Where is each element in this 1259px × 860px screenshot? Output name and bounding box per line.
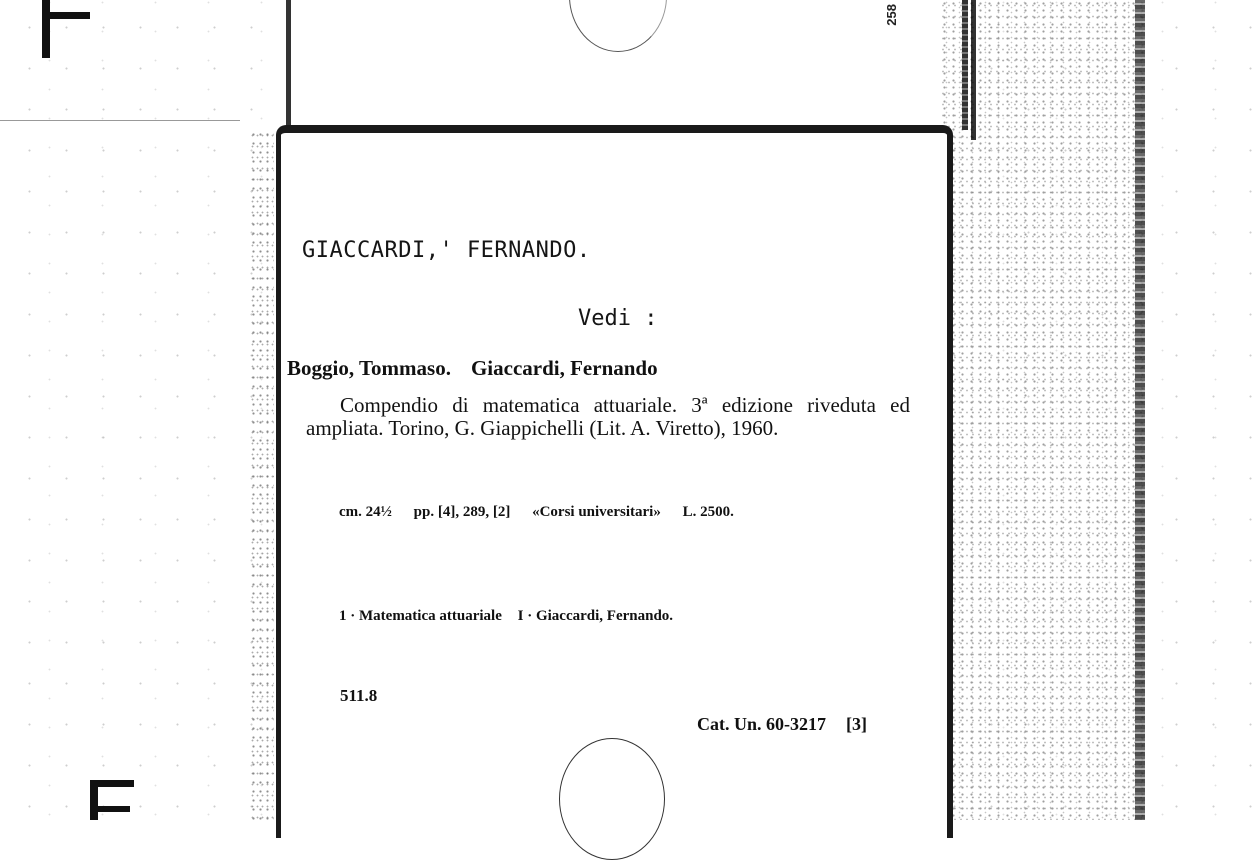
back-card: [286, 0, 976, 140]
card-edge-outer: [1135, 0, 1145, 820]
tracing-subject: 1 · Matematica attuariale: [339, 608, 502, 624]
edge-letter-bottom: [88, 776, 136, 820]
card-count: [3]: [846, 714, 867, 734]
collation-series: «Corsi universitari»: [532, 504, 661, 520]
collation-pages: pp. [4], 289, [2]: [413, 504, 511, 520]
class-number: 511.8: [340, 686, 378, 705]
back-card-number: 258: [884, 4, 899, 26]
card-heading: GIACCARDI,' FERNANDO.: [302, 238, 591, 263]
title-statement: Compendio di matematica attuariale. 3ª edizione riveduta ed ampliata. Torino, G. Giappichelli (Lit. A. Viretto), 1960.: [306, 393, 910, 440]
catalog-number: Cat. Un. 60-3217: [697, 714, 826, 734]
catalog-card-hole: [559, 738, 665, 860]
collation-line: [339, 504, 752, 521]
author-secondary: Giaccardi, Fernando: [470, 356, 658, 380]
see-reference-label: Vedi :: [578, 306, 658, 331]
card-edge-inner: [962, 0, 968, 130]
tracing-added-entry: I · Giaccardi, Fernando.: [517, 608, 674, 624]
edge-letter-top: [42, 0, 92, 58]
collation-size: cm. 24½: [339, 504, 392, 520]
back-card-hole: [569, 0, 667, 52]
card-edge-strip-right: [940, 0, 1145, 820]
scan-line: [0, 120, 240, 121]
author-line: [287, 356, 658, 381]
tracings-line: [339, 608, 685, 625]
collation-price: L. 2500.: [682, 504, 734, 520]
author-primary: Boggio, Tommaso.: [287, 356, 451, 380]
catalog-number-line: [697, 714, 867, 735]
card-edge-strip-left: [250, 130, 274, 820]
